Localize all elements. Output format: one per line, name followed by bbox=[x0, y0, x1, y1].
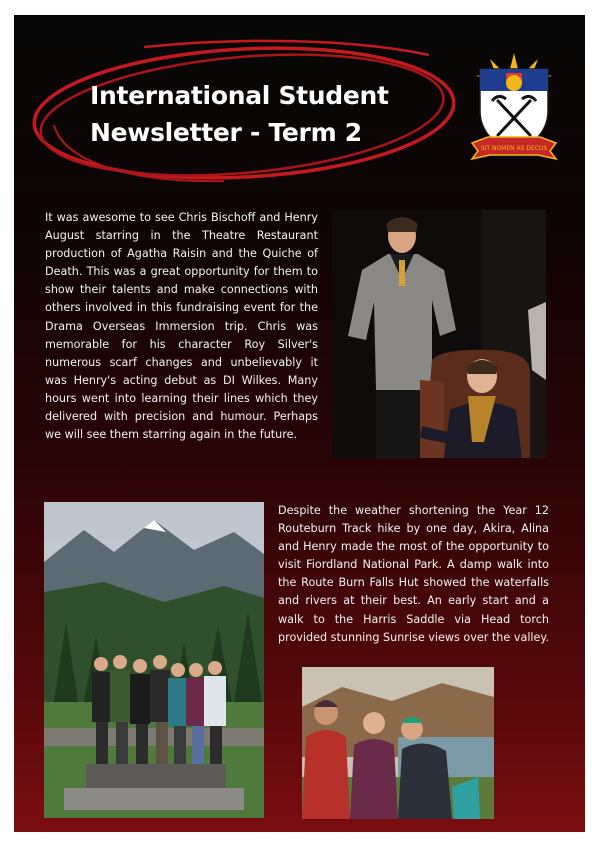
newsletter-title bbox=[90, 77, 450, 151]
title-block bbox=[24, 33, 464, 193]
trio-lake-photo bbox=[302, 667, 494, 819]
crest-motto: SIT NOMEN AS DECUS bbox=[480, 145, 548, 152]
school-crest-icon bbox=[468, 51, 560, 163]
theatre-photo bbox=[332, 210, 546, 458]
group-hike-photo bbox=[44, 502, 264, 818]
title-line-2: Newsletter - Term 2 bbox=[90, 118, 362, 147]
title-line-1: International Student bbox=[90, 81, 389, 110]
article-theatre-text: It was awesome to see Chris Bischoff and Henry August starring in the Theatre Restaurant production of Agatha Raisin and the Quiche of Death. This was a great opportunity for them to show their talents and make connections with others involved in this fundraising event for the Drama Overseas Immersion trip. Chris was memorable for his character Roy Silver's numerous scarf changes and unbelievably it was Henry's acting debut as DI Wilkes. Many hours went into learning their lines which they delivered with precision and humour. Perhaps we will see them starring again in the future. bbox=[45, 211, 318, 442]
newsletter-page bbox=[14, 15, 585, 832]
article-hike-text: Despite the weather shortening the Year 12 Routeburn Track hike by one day, Akira, Alina and Henry made the most of the opportunity to visit Fiordland National Park. A damp walk into the Route Burn Falls Hut showed the waterfalls and rivers at their best. An early start and a walk to the Harris Saddle via Head torch provided stunning Sunrise views over the valley. bbox=[278, 504, 549, 644]
